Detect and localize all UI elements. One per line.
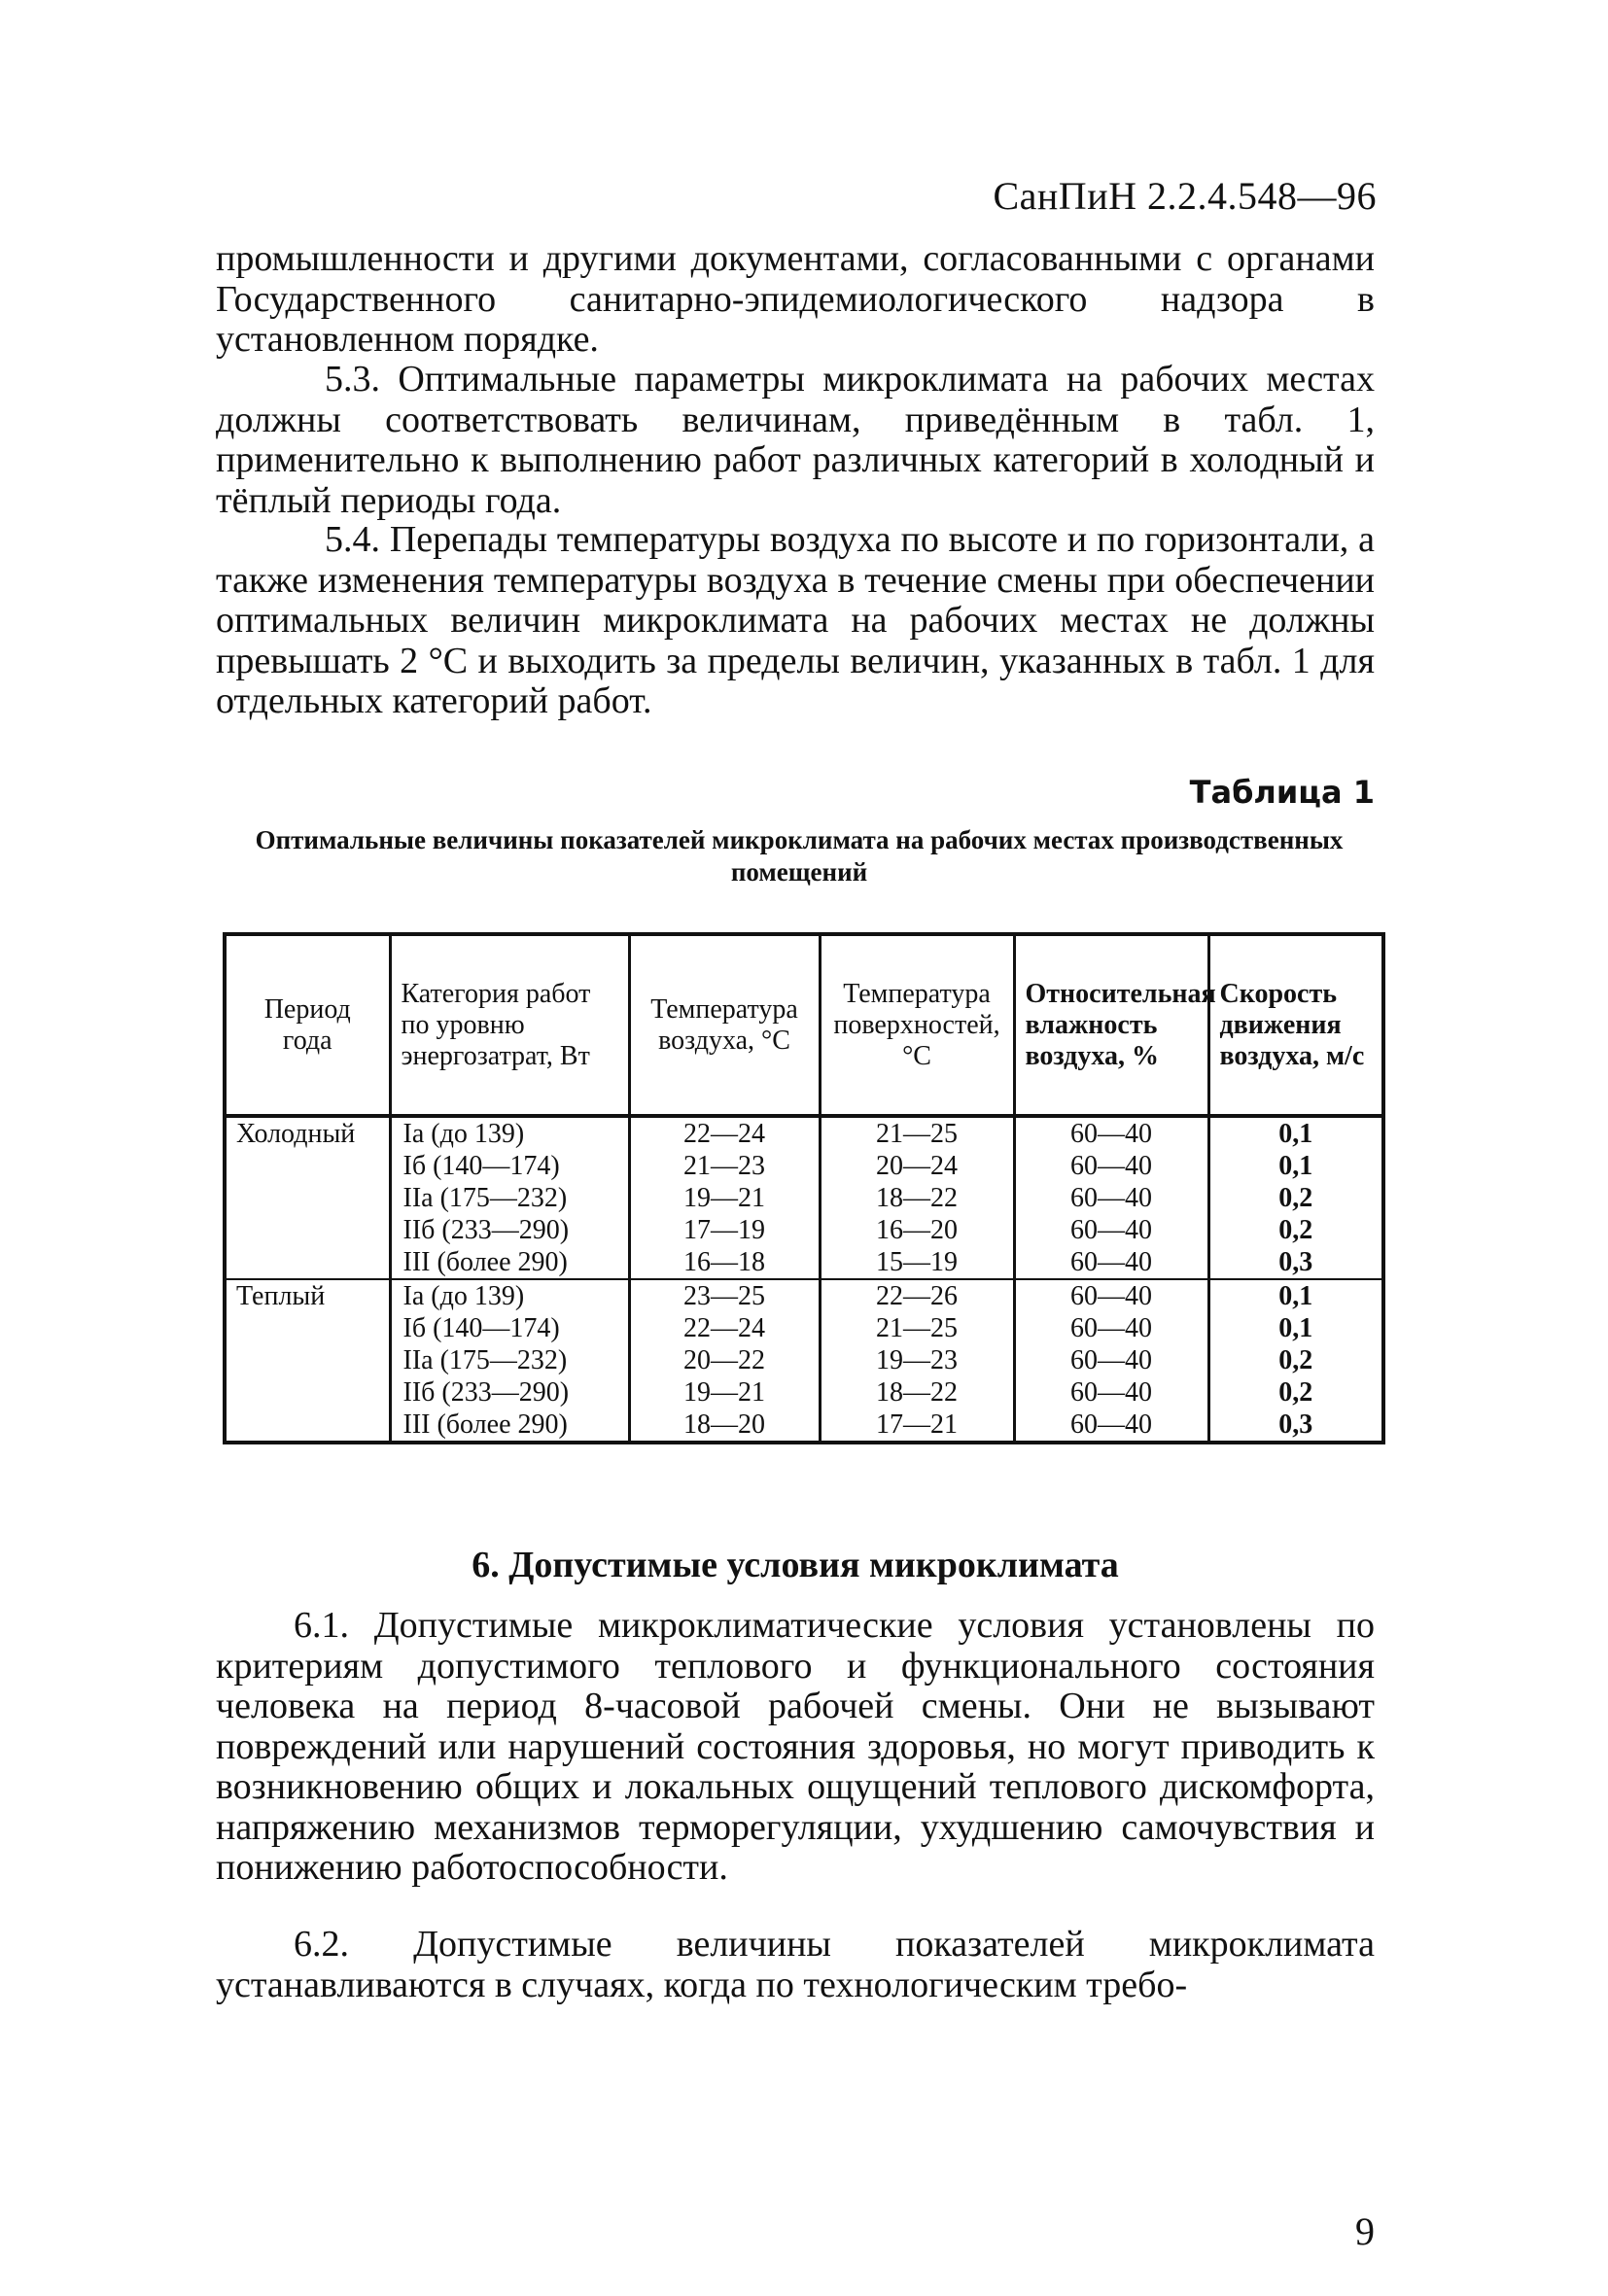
- table-caption: Оптимальные величины показателей микроклимата на рабочих местах производственных помещений: [255, 825, 1344, 887]
- header-surface-temp: Температура поверхностей, °С: [820, 934, 1014, 1116]
- table-header-row: [225, 934, 1383, 1116]
- paragraph-5-3: 5.3. Оптимальные параметры микроклимата на рабочих местах должны соответствовать величинам, приведённым в табл. 1, применительно к выполнению работ различных категорий в холодный и тёплый периоды года.: [216, 359, 1375, 521]
- document-code-header: СанПиН 2.2.4.548—96: [993, 174, 1377, 218]
- table-label: Таблица 1: [1189, 774, 1375, 811]
- microclimate-table: [223, 932, 1385, 1444]
- air-temp-cell: 23—25 22—24 20—22 19—21 18—20: [629, 1279, 820, 1443]
- air-temp-cell: 22—24 21—23 19—21 17—19 16—18: [629, 1116, 820, 1279]
- header-air-speed: Скорость движения воздуха, м/с: [1208, 934, 1383, 1116]
- section-6-title: 6. Допустимые условия микроклимата: [472, 1545, 1119, 1585]
- surface-temp-cell: 21—25 20—24 18—22 16—20 15—19: [820, 1116, 1014, 1279]
- humidity-cell: 60—40 60—40 60—40 60—40 60—40: [1014, 1279, 1208, 1443]
- humidity-cell: 60—40 60—40 60—40 60—40 60—40: [1014, 1116, 1208, 1279]
- header-period: Период года: [225, 934, 390, 1116]
- air-speed-cell: 0,1 0,1 0,2 0,2 0,3: [1208, 1279, 1383, 1443]
- paragraph-5-4: 5.4. Перепады температуры воздуха по высоте и по горизонтали, а также изменения температуры воздуха в течение смены при обеспечении оптимальных величин микроклимата на рабочих местах не должны превышать 2 °С и выходить за пределы величин, указанных в табл. 1 для отдельных категорий работ.: [216, 519, 1375, 721]
- paragraph-6-2: 6.2. Допустимые величины показателей микроклимата устанавливаются в случаях, когда по технологическим требо-: [216, 1924, 1375, 2005]
- paragraph-6-1: 6.1. Допустимые микроклиматические условия установлены по критериям допустимого теплового и функционального состояния человека на период 8-часовой рабочей смены. Они не вызывают повреждений или нарушений состояния здоровья, но могут приводить к возникновению общих и локальных ощущений теплового дискомфорта, напряжению механизмов терморегуляции, ухудшению самочувствия и понижению работоспособности.: [216, 1605, 1375, 1888]
- table-row: [225, 1279, 1383, 1443]
- period-cell: Теплый: [225, 1279, 390, 1443]
- paragraph-continuation: промышленности и другими документами, согласованными с органами Государственного санитарно-эпидемиологического надзора в установленном порядке.: [216, 238, 1375, 360]
- page-number: 9: [1355, 2209, 1375, 2253]
- category-cell: Ia (до 139) Iб (140—174) IIa (175—232) IIб (233—290) III (более 290): [390, 1116, 629, 1279]
- header-humidity: Относительная влажность воздуха, %: [1014, 934, 1208, 1116]
- surface-temp-cell: 22—26 21—25 19—23 18—22 17—21: [820, 1279, 1014, 1443]
- header-category: Категория работ по уровню энергозатрат, Вт: [390, 934, 629, 1116]
- period-cell: Холодный: [225, 1116, 390, 1279]
- header-air-temp: Температура воздуха, °С: [629, 934, 820, 1116]
- air-speed-cell: 0,1 0,1 0,2 0,2 0,3: [1208, 1116, 1383, 1279]
- category-cell: Ia (до 139) Iб (140—174) IIa (175—232) IIб (233—290) III (более 290): [390, 1279, 629, 1443]
- table-row: [225, 1116, 1383, 1279]
